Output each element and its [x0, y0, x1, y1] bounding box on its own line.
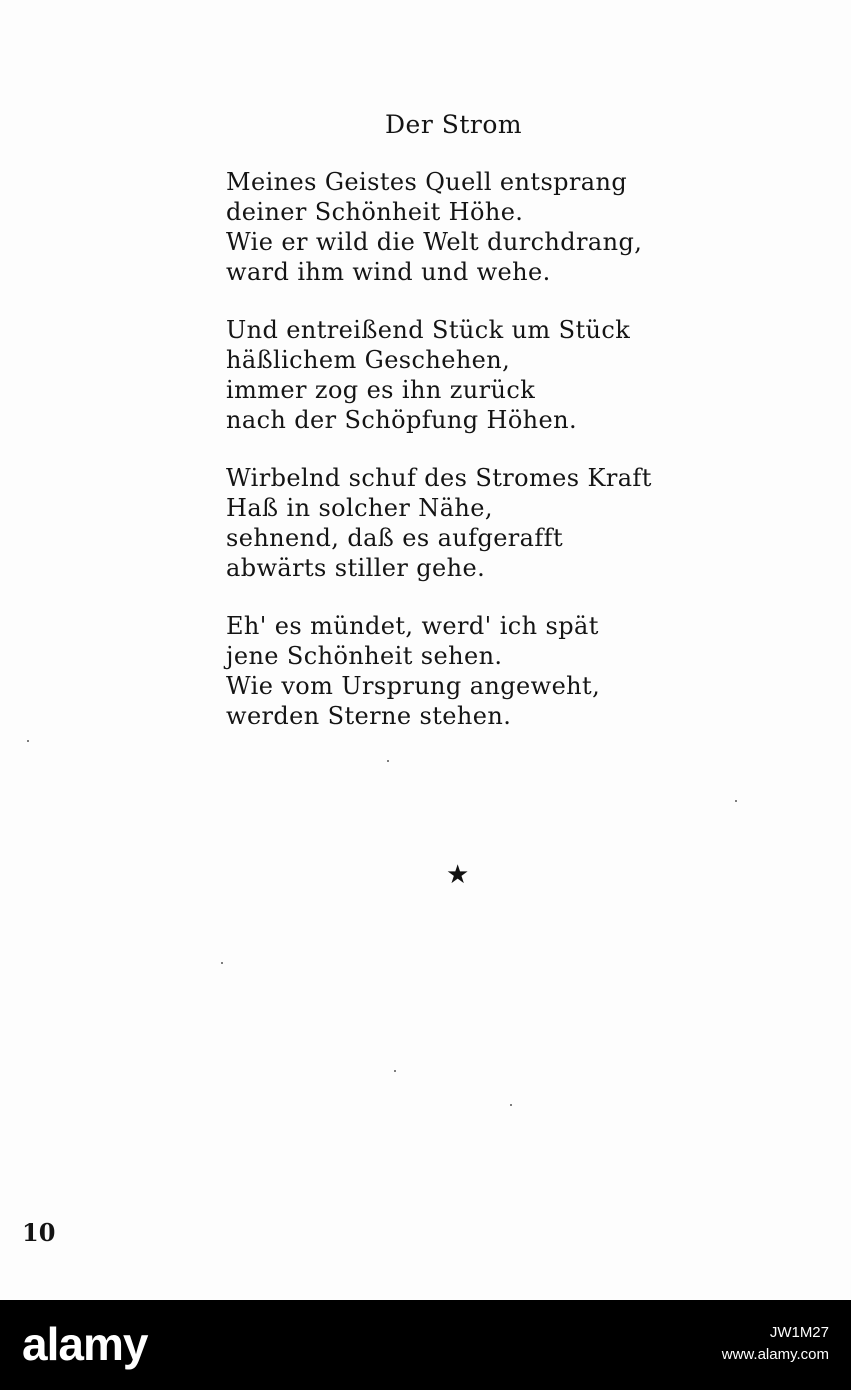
poem-line: Wie vom Ursprung angeweht,: [226, 672, 601, 700]
poem-line: immer zog es ihn zurück: [226, 376, 536, 404]
scan-speck: [221, 962, 223, 964]
poem-line: Wirbelnd schuf des Stromes Kraft: [226, 464, 652, 492]
poem-line: werden Sterne stehen.: [226, 702, 512, 730]
poem-line: nach der Schöpfung Höhen.: [226, 406, 578, 434]
image-id: JW1M27: [769, 1324, 829, 1341]
poem-line: Haß in solcher Nähe,: [226, 494, 493, 522]
poem-line: Eh' es mündet, werd' ich spät: [226, 612, 599, 640]
stanza-4: [226, 611, 726, 731]
poem-line: sehnend, daß es aufgerafft: [226, 524, 564, 552]
watermark-info: [722, 1322, 829, 1366]
watermark-url: www.alamy.com: [721, 1346, 829, 1363]
page-number: 10: [22, 1218, 56, 1247]
poem-body: [226, 167, 726, 759]
poem-line: Und entreißend Stück um Stück: [226, 316, 631, 344]
poem-line: deiner Schönheit Höhe.: [226, 198, 524, 226]
poem-line: Wie er wild die Welt durchdrang,: [226, 228, 643, 256]
scan-speck: [735, 800, 737, 802]
stanza-3: [226, 463, 726, 583]
stanza-1: [226, 167, 726, 287]
scan-speck: [27, 740, 29, 742]
star-ornament-icon: ★: [446, 860, 470, 890]
poem-line: jene Schönheit sehen.: [226, 642, 503, 670]
scan-speck: [394, 1070, 396, 1072]
poem-line: abwärts stiller gehe.: [226, 554, 486, 582]
scan-speck: [510, 1104, 512, 1106]
scan-speck: [387, 760, 389, 762]
poem-line: Meines Geistes Quell entsprang: [226, 168, 628, 196]
stanza-2: [226, 315, 726, 435]
poem-line: häßlichem Geschehen,: [226, 346, 511, 374]
poem-line: ward ihm wind und wehe.: [226, 258, 551, 286]
poem-title: Der Strom: [385, 110, 523, 139]
alamy-logo: alamy: [22, 1318, 148, 1370]
